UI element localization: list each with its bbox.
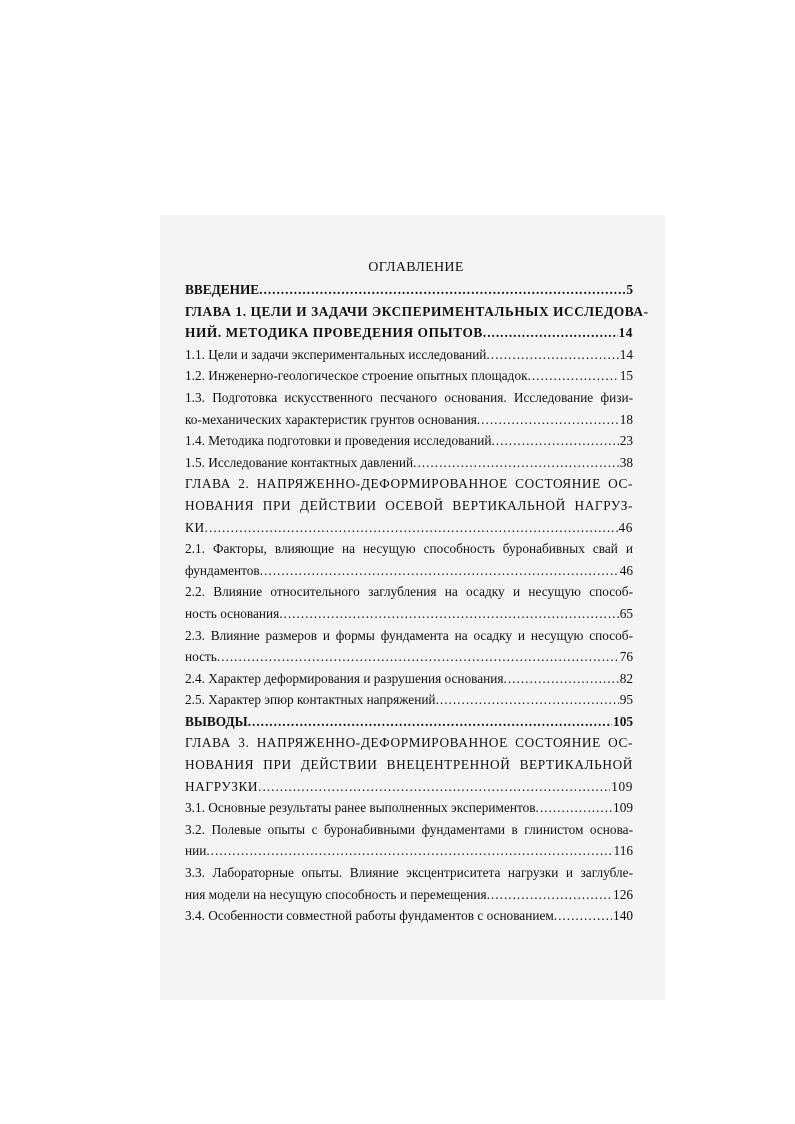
toc-entry-last-line [185, 603, 633, 625]
dot-leader [258, 776, 610, 798]
toc-entry[interactable] [185, 581, 633, 624]
toc-entry[interactable] [185, 689, 633, 711]
toc-entry-last-line [185, 365, 633, 387]
toc-entry-last-line [185, 668, 633, 690]
toc-page-number: 23 [619, 433, 633, 449]
dot-leader [259, 279, 625, 301]
toc-entry[interactable] [185, 301, 649, 344]
toc-entry-line: ГЛАВА 3. НАПРЯЖЕННО-ДЕФОРМИРОВАННОЕ СОСТОЯНИЕ ОС- [185, 735, 633, 751]
dot-leader [528, 365, 619, 387]
toc-page-number: 14 [619, 346, 633, 362]
toc-entry-line: НОВАНИЯ ПРИ ДЕЙСТВИИ ОСЕВОЙ ВЕРТИКАЛЬНОЙ НАГРУЗ- [185, 497, 633, 513]
toc-page-number: 76 [619, 649, 633, 665]
dot-leader [491, 430, 618, 452]
toc-entry-last-line [185, 322, 633, 344]
toc-entry[interactable] [185, 387, 633, 430]
toc-entry-label: ность основания [185, 605, 280, 621]
toc-entry-line: 1.3. Подготовка искусственного песчаного основания. Исследование физи- [185, 389, 633, 405]
toc-entry-line: ГЛАВА 2. НАПРЯЖЕННО-ДЕФОРМИРОВАННОЕ СОСТОЯНИЕ ОС- [185, 476, 633, 492]
toc-entry[interactable] [185, 538, 633, 581]
toc-entry[interactable] [185, 711, 633, 733]
toc-entry-last-line [185, 560, 633, 582]
toc-entry-label: 1.1. Цели и задачи экспериментальных исследований [185, 346, 487, 362]
toc-page-number: 65 [619, 605, 633, 621]
dot-leader [279, 603, 619, 625]
toc-page-number: 105 [613, 713, 633, 729]
toc-entry-last-line [185, 797, 633, 819]
toc-entry-label: ВЫВОДЫ [185, 713, 248, 729]
toc-entry-label: 3.1. Основные результаты ранее выполненных экспериментов [185, 800, 536, 816]
toc-page-number: 126 [613, 886, 633, 902]
dot-leader [477, 409, 619, 431]
toc-entry[interactable] [185, 473, 633, 538]
toc-entry-label: НИЙ. МЕТОДИКА ПРОВЕДЕНИЯ ОПЫТОВ [185, 325, 483, 341]
toc-entry-line: 3.3. Лабораторные опыты. Влияние эксцентриситета нагрузки и заглубле- [185, 865, 633, 881]
toc-entry-line: 2.1. Факторы, влияющие на несущую способность буронабивных свай и [185, 541, 633, 557]
toc-page-number: 46 [619, 562, 633, 578]
toc-entry-label: КИ [185, 519, 205, 535]
toc-entry-last-line [185, 840, 633, 862]
toc-entry-last-line [185, 409, 633, 431]
dot-leader [206, 840, 612, 862]
toc-entry-last-line [185, 517, 633, 539]
toc-entry-last-line [185, 689, 633, 711]
dot-leader [205, 517, 618, 539]
toc-page-number: 116 [613, 843, 633, 859]
toc-entry[interactable] [185, 430, 633, 452]
toc-entry-label: фундаментов [185, 562, 260, 578]
toc-page-number: 109 [613, 800, 633, 816]
toc-entry-line: 2.2. Влияние относительного заглубления на осадку и несущую способ- [185, 584, 633, 600]
table-of-contents [185, 257, 649, 927]
toc-page-number: 46 [618, 519, 633, 535]
toc-page-number: 82 [619, 670, 633, 686]
toc-page-number: 18 [619, 411, 633, 427]
dot-leader [217, 646, 619, 668]
dot-leader [413, 452, 619, 474]
dot-leader [260, 560, 619, 582]
toc-entry-last-line [185, 905, 633, 927]
toc-entry-label: 2.4. Характер деформирования и разрушения основания [185, 670, 504, 686]
toc-entry-label: ность [185, 649, 217, 665]
toc-entry-line: НОВАНИЯ ПРИ ДЕЙСТВИИ ВНЕЦЕНТРЕННОЙ ВЕРТИКАЛЬНОЙ [185, 757, 633, 773]
toc-entry[interactable] [185, 819, 633, 862]
dot-leader [436, 689, 619, 711]
toc-entry-label: ния модели на несущую способность и перемещения [185, 886, 487, 902]
toc-page-number: 95 [619, 692, 633, 708]
dot-leader [504, 668, 619, 690]
dot-leader [554, 905, 612, 927]
toc-page-number: 15 [619, 368, 633, 384]
toc-entry-last-line [185, 711, 633, 733]
toc-entry[interactable] [185, 862, 633, 905]
dot-leader [486, 344, 618, 366]
toc-entry[interactable] [185, 797, 633, 819]
toc-entry-label: 1.4. Методика подготовки и проведения исследований [185, 433, 492, 449]
toc-entry-last-line [185, 452, 633, 474]
dot-leader [536, 797, 613, 819]
toc-page-number: 14 [618, 325, 633, 341]
toc-entry-label: 1.2. Инженерно-геологическое строение опытных площадок [185, 368, 528, 384]
toc-page-number: 38 [619, 454, 633, 470]
toc-entry-label: 2.5. Характер эпюр контактных напряжений [185, 692, 436, 708]
dot-leader [487, 884, 612, 906]
toc-entry[interactable] [185, 365, 633, 387]
toc-entry[interactable] [185, 279, 633, 301]
toc-entry[interactable] [185, 452, 633, 474]
toc-entry[interactable] [185, 732, 633, 797]
toc-title: ОГЛАВЛЕНИЕ [368, 260, 464, 275]
toc-page-number: 5 [626, 282, 633, 297]
toc-entries [185, 279, 649, 927]
toc-entry-last-line [185, 344, 633, 366]
toc-entry-line: 2.3. Влияние размеров и формы фундамента на осадку и несущую способ- [185, 627, 633, 643]
toc-entry-last-line [185, 430, 633, 452]
toc-entry-last-line [185, 279, 633, 301]
toc-entry-line: 3.2. Полевые опыты с буронабивными фундаментами в глинистом основа- [185, 821, 633, 837]
toc-page-number: 109 [611, 778, 633, 794]
toc-page-number: 140 [613, 908, 633, 924]
toc-entry-label: ко-механических характеристик грунтов основания [185, 411, 477, 427]
toc-entry[interactable] [185, 668, 633, 690]
toc-entry-line: ГЛАВА 1. ЦЕЛИ И ЗАДАЧИ ЭКСПЕРИМЕНТАЛЬНЫХ ИССЛЕДОВА- [185, 303, 649, 319]
toc-entry-last-line [185, 884, 633, 906]
toc-entry-label: 3.4. Особенности совместной работы фундаментов с основанием [185, 908, 554, 924]
dot-leader [483, 322, 618, 344]
toc-entry-label: 1.5. Исследование контактных давлений [185, 454, 414, 470]
toc-entry[interactable] [185, 344, 633, 366]
toc-entry-label: НАГРУЗКИ [185, 778, 259, 794]
toc-entry-label: ВВЕДЕНИЕ [185, 282, 260, 297]
toc-entry-label: нии [185, 843, 207, 859]
toc-entry-last-line [185, 646, 633, 668]
toc-entry[interactable] [185, 905, 633, 927]
toc-entry[interactable] [185, 625, 633, 668]
dot-leader [248, 711, 612, 733]
toc-entry-last-line [185, 776, 633, 798]
